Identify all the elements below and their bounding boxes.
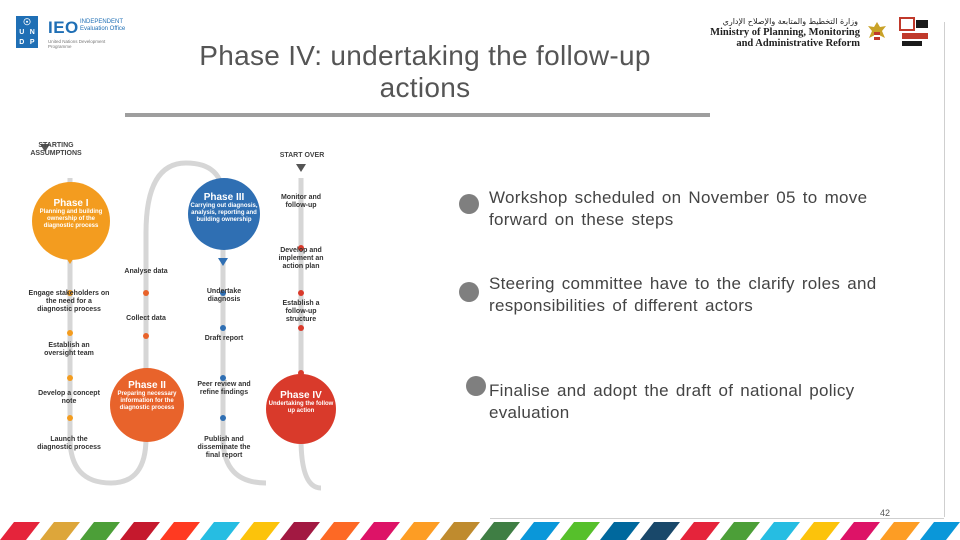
- starting-assumptions-label: STARTING ASSUMPTIONS: [30, 142, 82, 157]
- step-dot: [67, 375, 73, 381]
- undp-letter-d: D: [19, 39, 25, 46]
- sdg-color-stripe: [0, 516, 960, 540]
- undp-letter-u: U: [19, 29, 25, 36]
- undp-logo: [16, 16, 38, 48]
- slide-title: Phase IV: undertaking the follow-up actions: [199, 40, 651, 103]
- step-establish-oversight: Establish an oversight team: [44, 342, 94, 357]
- step-concept-note: Develop a concept note: [38, 390, 100, 405]
- phase-2-circle: [110, 368, 184, 442]
- slide-frame-right: [944, 22, 945, 517]
- step-analyse-data: Analyse data: [124, 268, 168, 275]
- ieo-tagline: United Nations Development Programme: [48, 39, 106, 49]
- phase-1-description: Planning and building ownership of the diagnostic process: [39, 209, 103, 229]
- phase-4-circle: [266, 374, 336, 444]
- start-over-label: START OVER: [279, 152, 325, 159]
- bullet-point-icon: [459, 282, 479, 302]
- ieo-subtitle: INDEPENDENT Evaluation Office: [80, 19, 126, 32]
- step-dot: [143, 333, 149, 339]
- step-dot: [220, 325, 226, 331]
- step-monitor-follow-up: Monitor and follow-up: [280, 194, 322, 209]
- ministry-english-name: [700, 27, 860, 49]
- bullet-point-icon: [466, 376, 486, 396]
- step-follow-up-structure: Establish a follow-up structure: [282, 300, 320, 323]
- step-dot: [143, 290, 149, 296]
- phase-3-title: Phase III: [203, 192, 245, 203]
- bullet-point-icon: [459, 194, 479, 214]
- step-action-plan: Develop and implement an action plan: [278, 247, 324, 270]
- ministry-line-1: Ministry of Planning, Monitoring: [710, 27, 860, 38]
- phase-3-description: Carrying out diagnosis, analysis, reporting and building ownership: [190, 203, 258, 223]
- arrow-down-icon: [296, 164, 306, 172]
- step-engage-stakeholders: Engage stakeholders on the need for a diagnostic process: [28, 290, 110, 313]
- phase-cycle-diagram: [26, 138, 356, 498]
- step-dot: [67, 330, 73, 336]
- step-undertake-diagnosis: Undertake diagnosis: [206, 288, 242, 303]
- ieo-logo: IEO: [48, 18, 79, 37]
- title-underline: [125, 113, 710, 117]
- egypt-eagle-emblem-icon: [866, 20, 888, 44]
- step-collect-data: Collect data: [126, 315, 166, 322]
- step-dot: [298, 325, 304, 331]
- step-dot: [220, 415, 226, 421]
- step-draft-report: Draft report: [204, 335, 244, 342]
- ministry-arabic-name: وزارة التخطيط والمتابعة والإصلاح الإداري: [722, 17, 858, 26]
- egypt-vision-2030-logo: [898, 16, 932, 48]
- page-number: 42: [879, 508, 890, 518]
- bullet-text: Workshop scheduled on November 05 to move forward on these steps: [489, 188, 868, 229]
- bullet-text: Steering committee have to the clarify roles and responsibilities of different actors: [489, 274, 877, 315]
- bullet-text: Finalise and adopt the draft of national policy evaluation: [489, 381, 855, 422]
- undp-letter-n: N: [29, 29, 35, 36]
- phase-4-description: Undertaking the follow up action: [268, 401, 334, 414]
- ministry-line-2: and Administrative Reform: [736, 38, 860, 49]
- phase-4-title: Phase IV: [280, 390, 322, 401]
- step-dot: [298, 290, 304, 296]
- undp-letter-p: P: [29, 39, 35, 46]
- step-dot: [67, 415, 73, 421]
- step-publish-report: Publish and disseminate the final report: [197, 436, 251, 459]
- undp-globe-icon: ☉: [22, 17, 32, 27]
- phase-1-title: Phase I: [53, 198, 89, 209]
- phase-3-circle: [188, 178, 260, 250]
- phase-2-description: Preparing necessary information for the diagnostic process: [117, 391, 177, 411]
- arrow-down-icon: [218, 258, 228, 266]
- step-launch-process: Launch the diagnostic process: [37, 436, 101, 451]
- phase-2-title: Phase II: [128, 380, 166, 391]
- phase-1-circle: [32, 182, 110, 260]
- step-peer-review: Peer review and refine findings: [197, 381, 251, 396]
